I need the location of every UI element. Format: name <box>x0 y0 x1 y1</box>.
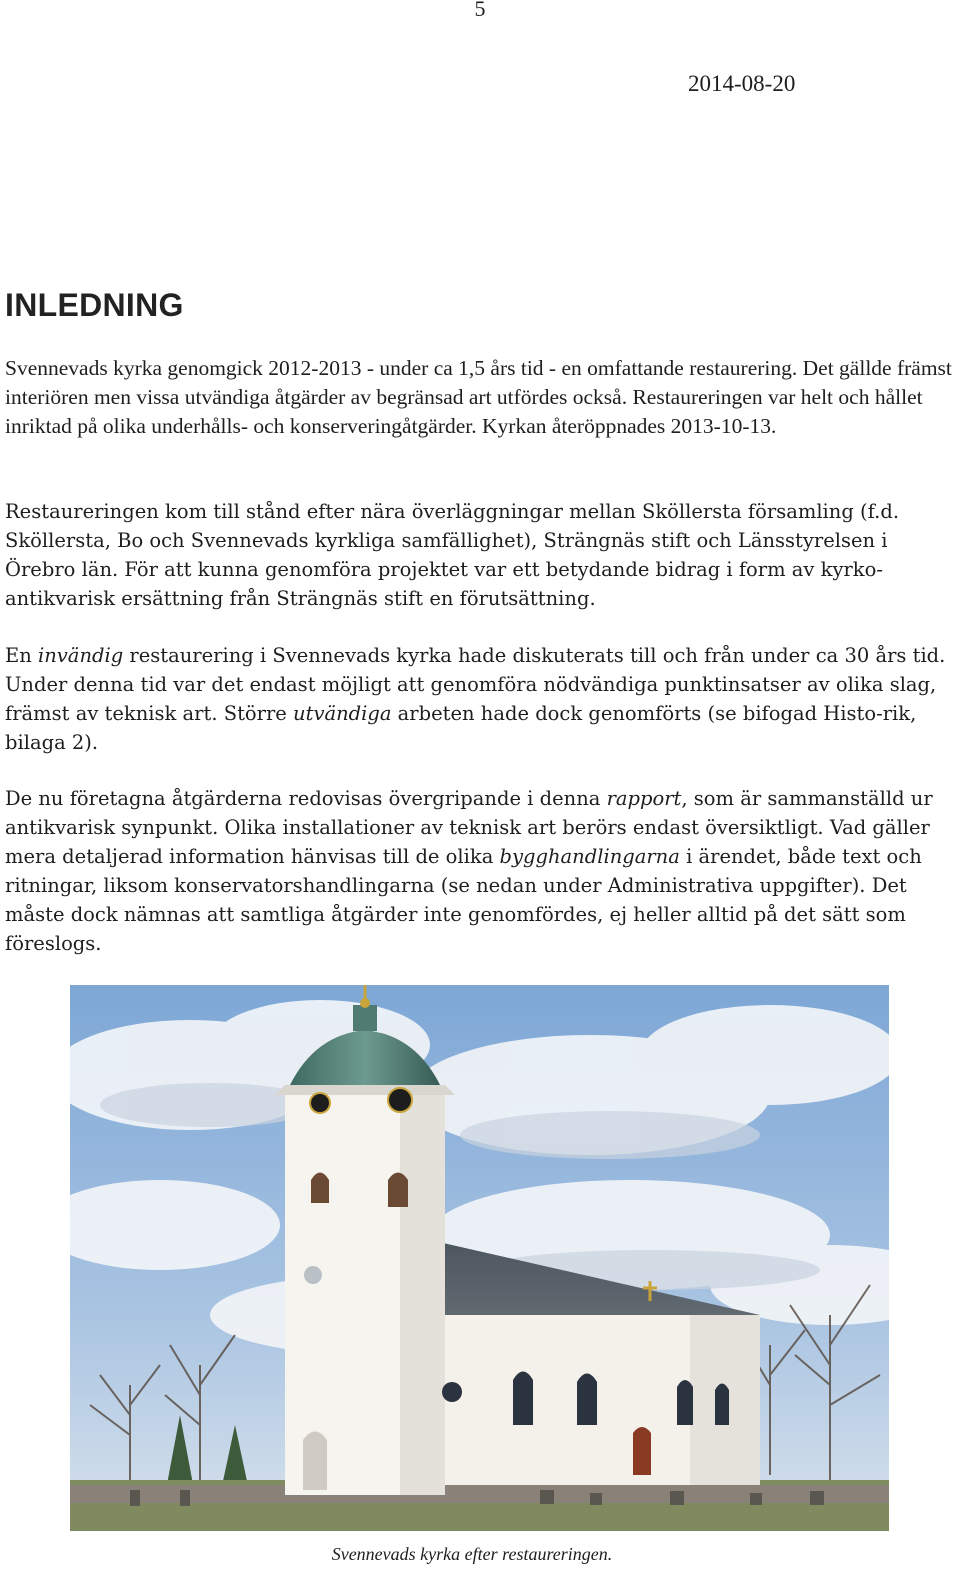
paragraph-3-text-a: En <box>5 644 38 667</box>
paragraph-4 <box>5 784 955 958</box>
nave-door <box>633 1427 651 1475</box>
paragraph-3-text-e: arbeten hade dock genomförts (se bifogad Histo-rik, bilaga 2). <box>5 702 917 754</box>
paragraph-4-emphasis-bygghandlingarna: bygghandlingarna <box>499 845 680 868</box>
paragraph-3 <box>5 641 955 757</box>
tower-window-2 <box>388 1173 408 1208</box>
page-number: 5 <box>474 0 486 21</box>
document-date: 2014-08-20 <box>688 71 796 96</box>
clock-left <box>310 1093 330 1113</box>
paragraph-4-text-a: De nu företagna åtgärderna redovisas övergripande i denna <box>5 787 607 810</box>
paragraph-3-text-c: restaurering i Svennevads kyrka hade diskuterats till och från under ca 30 års tid. Under denna tid var det endast möjligt att genomföra nödvändiga punktinsatser av olika slag, främst av teknisk art. Större <box>5 644 946 725</box>
church-illustration <box>70 985 889 1531</box>
lantern <box>353 1005 377 1031</box>
paragraph-2: Restaureringen kom till stånd efter nära överläggningar mellan Sköllersta församling (f.d. Sköllersta, Bo och Svennevads kyrkliga samfällighet), Strängnäs stift och Länsstyrelsen i Örebro län. För att kunna genomföra projektet var ett betydande bidrag i form av kyrko-antikvarisk ersättning från Strängnäs stift en förutsättning. <box>5 500 900 610</box>
paragraph-4-emphasis-rapport: rapport <box>606 787 682 810</box>
tower-cornice <box>275 1085 455 1095</box>
spire-ball <box>360 998 370 1008</box>
paragraph-4-text-e: i ärendet, både text och ritningar, liksom konservatorshandlingarna (se nedan under Administrativa uppgifter). Det måste dock nämnas att samtliga åtgärder inte genomfördes, ej heller alltid på det sätt som föreslogs. <box>5 845 922 955</box>
tower-oculus <box>304 1266 322 1284</box>
tower-window-1 <box>311 1173 329 1204</box>
church-photo <box>70 985 889 1531</box>
clock-right <box>388 1088 412 1112</box>
tower-door <box>303 1432 327 1491</box>
section-heading: INLEDNING <box>5 287 184 323</box>
paragraph-3-emphasis-invandig: invändig <box>38 644 124 667</box>
tower-shade <box>400 1095 445 1495</box>
paragraph-4-text-c: , som är sammanställd ur antikvarisk synpunkt. Olika installationer av teknisk art berörs endast översiktligt. Vad gäller mera detaljerad information hänvisas till de olika <box>5 787 933 868</box>
paragraph-3-emphasis-utvandiga: utvändiga <box>293 702 392 725</box>
photo-caption: Svennevads kyrka efter restaureringen. <box>331 1544 613 1564</box>
paragraph-1: Svennevads kyrka genomgick 2012-2013 - under ca 1,5 års tid - en omfattande restaurering. Det gällde främst interiören men vissa utvändiga åtgärder av begränsad art utfördes också. Restaureringen var helt och hållet inriktad på olika underhålls- och konserveringåtgärder. Kyrkan återöppnades 2013-10-13. <box>5 356 952 438</box>
nave-oculus <box>442 1382 462 1402</box>
wall <box>70 1485 889 1503</box>
